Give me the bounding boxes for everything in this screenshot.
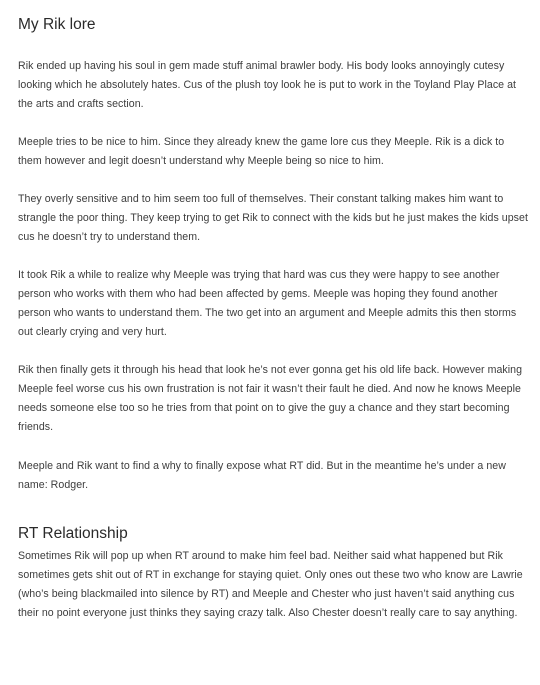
paragraph-1: Rik ended up having his soul in gem made stuff animal brawler body. His body looks annoyingly cutesy looking which he absolutely hates. Cus of the plush toy look he is put to work in the Toyland Play Place at the arts and crafts section.	[18, 60, 517, 110]
paragraph-3: They overly sensitive and to him seem too full of themselves. Their constant talking makes him want to strangle the poor thing. They keep trying to get Rik to connect with the kids but he just makes the kids upset cus he doesn’t try to understand them.	[18, 193, 528, 243]
paragraph-4: It took Rik a while to realize why Meeple was trying that hard was cus they were happy to see another person who works with them who had been affected by gems. Meeple was hoping they found another person who wants to understand them. The two get into an argument and Meeple admits this then storms out clearly crying and very hurt.	[18, 269, 517, 338]
section-title-my-rik-lore: My Rik lore	[18, 16, 96, 33]
paragraph-5: Rik then finally gets it through his head that look he’s not ever gonna get his old life back. However making Meeple feel worse cus his own frustration is not fair it wasn’t their fault he died. And now he knows Meeple needs someone else too so he tries from that point on to give the guy a chance and they start becoming friends.	[18, 364, 523, 433]
paragraph-2: Meeple tries to be nice to him. Since they already knew the game lore cus they Meeple. Rik is a dick to them however and legit doesn’t understand why Meeple being so nice to him.	[18, 136, 505, 167]
paragraph-rt-relationship: Sometimes Rik will pop up when RT around to make him feel bad. Neither said what happened but Rik sometimes gets shit out of RT in exchange for staying quiet. Only ones out these two who know are Lawrie (who’s being blackmailed into silence by RT) and Meeple and Chester who just haven’t said anything cus their no point everyone just thinks they saying crazy talk. Also Chester doesn’t really care to say anything.	[18, 550, 523, 619]
paragraph-6: Meeple and Rik want to find a why to finally expose what RT did. But in the meantime he’s under a new name: Rodger.	[18, 460, 506, 491]
section-title-rt-relationship: RT Relationship	[18, 525, 128, 542]
